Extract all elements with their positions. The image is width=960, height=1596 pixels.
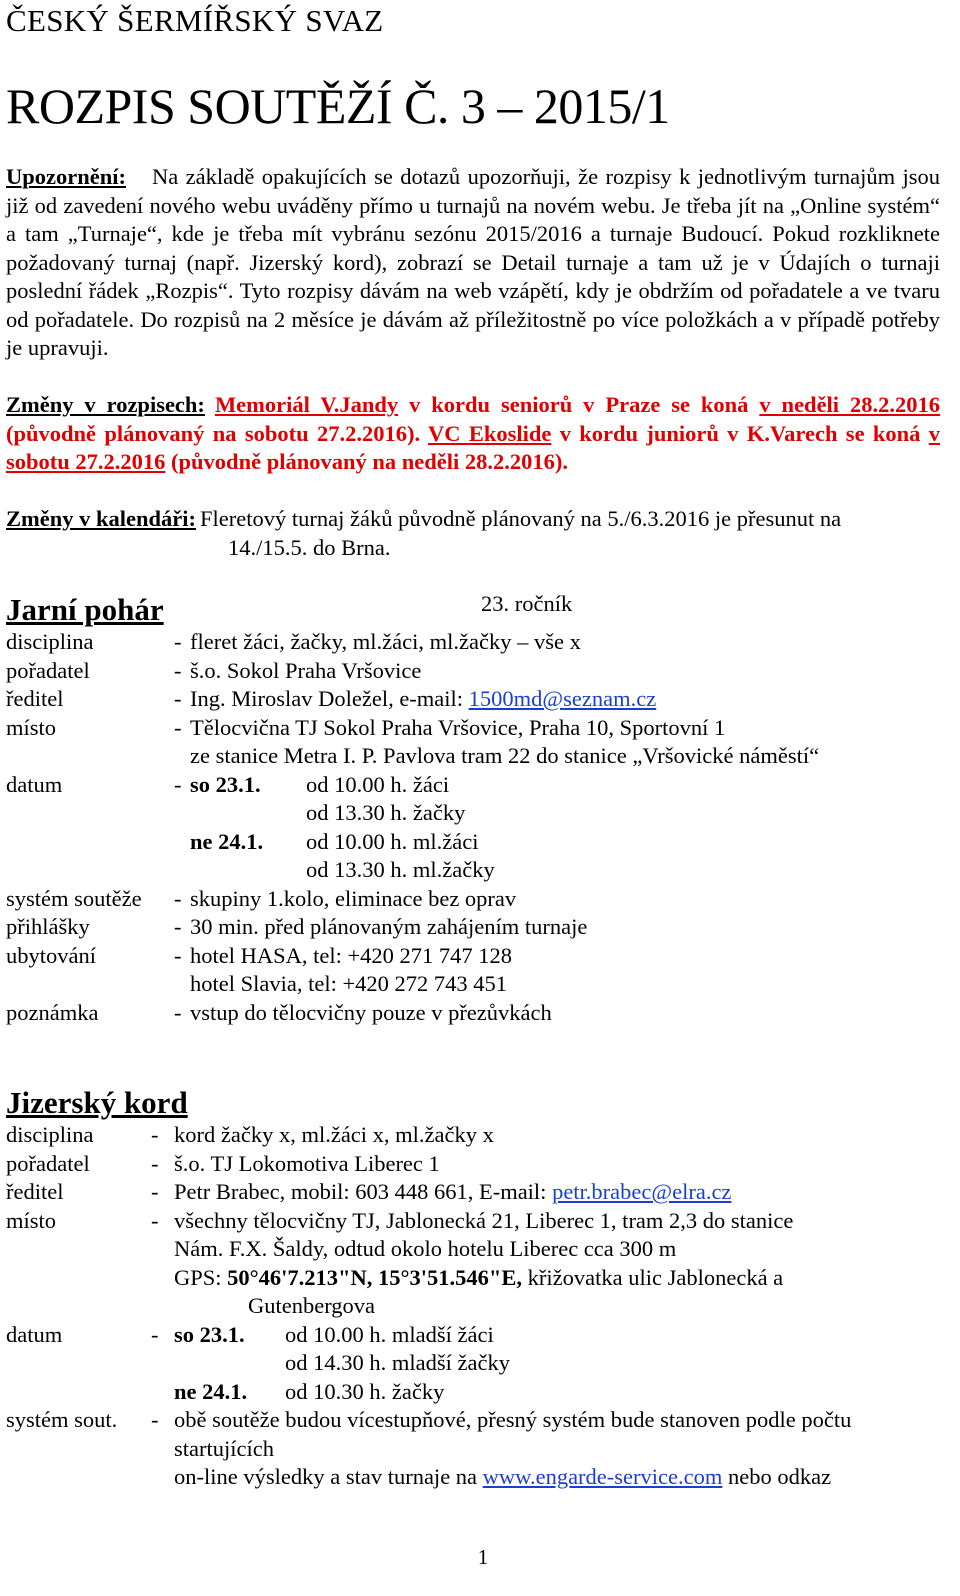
row-label: disciplina	[6, 1122, 94, 1147]
row-dash: -	[174, 914, 182, 939]
detail-row	[6, 913, 930, 942]
row-label: systém soutěže	[6, 885, 142, 911]
row-value: fleret žáci, žačky, ml.žáci, ml.žačky – vše x	[190, 629, 581, 654]
schedule-item: od 10.00 h. žáci	[306, 771, 450, 797]
notice-text: Na základě opakujících se dotazů upozorňuji, že rozpisy k jednotlivým turnajům jsou již od zavedení nového webu uváděny přímo u turnajů na novém webu. Je třeba jít na „Online systém“ a tam „Turnaje“, kde je třeba mít vybránu sezónu 2015/2016 a turnaje Budoucí. Pokud rozkliknete požadovaný turnaj (např. Jizerský kord), zobrazí se Detail turnaje a tam už je v Údajích o turnaji poslední řádek „Rozpis“. Tyto rozpisy dávám na web vzápětí, kdy je obdržím od pořadatele a ve tvaru od pořadatele. Do rozpisů na 2 měsíce je dávám až příležitostně po více položkách a v případě potřeby je upravuji.	[6, 164, 940, 360]
section-title-jarni-pohar: Jarní pohár	[6, 592, 164, 627]
calendar-line-2: 14./15.5. do Brna.	[228, 534, 391, 560]
row-label: místo	[6, 1207, 57, 1233]
edition-label: 23. ročník	[481, 591, 573, 616]
row-label: místo	[6, 714, 57, 740]
change-date-2: v sobotu 27.2.2016	[6, 420, 940, 474]
detail-row	[6, 1321, 940, 1407]
change-text-1: v kordu seniorů v Praze se koná	[398, 392, 760, 417]
email-link[interactable]: petr.brabec@elra.cz	[552, 1179, 732, 1204]
change-date-1: v neděli 28.2.2016	[759, 392, 940, 417]
gps-prefix: GPS:	[174, 1264, 228, 1290]
row-value	[174, 1406, 940, 1492]
venue-line-2: Nám. F.X. Šaldy, odtud okolo hotelu Liberec cca 300 m	[174, 1236, 677, 1261]
day-label: ne 24.1.	[190, 828, 264, 854]
venue-line-1: Tělocvična TJ Sokol Praha Vršovice, Praha 10, Sportovní 1	[190, 714, 726, 740]
detail-row	[6, 1207, 940, 1321]
detail-row	[6, 1121, 940, 1150]
organization-name: ČESKÝ ŠERMÍŘSKÝ SVAZ	[6, 3, 384, 38]
jarni-pohar-details	[6, 628, 930, 1027]
detail-row	[6, 628, 930, 657]
results-suffix: nebo odkaz	[722, 1464, 832, 1489]
row-value	[190, 714, 930, 771]
row-label: systém sout.	[6, 1407, 118, 1432]
detail-row	[6, 1406, 940, 1492]
calendar-changes	[6, 505, 940, 562]
hotel-line: hotel HASA, tel: +420 271 747 128	[190, 942, 513, 968]
row-label: datum	[6, 1321, 63, 1347]
calendar-label: Změny v kalendáři:	[6, 506, 197, 531]
detail-row	[6, 714, 930, 771]
row-dash: -	[174, 771, 182, 797]
schedule-item: od 13.30 h. žačky	[306, 800, 466, 825]
row-label: ubytování	[6, 942, 96, 968]
row-value	[190, 771, 930, 885]
row-dash: -	[151, 1122, 159, 1147]
calendar-line-1: Fleretový turnaj žáků původně plánovaný na 5./6.3.2016 je přesunut na	[200, 506, 842, 531]
detail-row	[6, 885, 930, 914]
schedule-item: od 10.00 h. ml.žáci	[306, 828, 479, 854]
row-value: š.o. TJ Lokomotiva Liberec 1	[174, 1150, 440, 1176]
row-label: poznámka	[6, 999, 99, 1025]
jizersky-kord-details	[6, 1121, 940, 1492]
row-dash: -	[151, 1150, 159, 1176]
row-label: ředitel	[6, 1179, 64, 1204]
director-text: Petr Brabec, mobil: 603 448 661, E-mail:	[174, 1179, 553, 1204]
row-value	[174, 1207, 940, 1321]
row-dash: -	[174, 714, 182, 740]
row-dash: -	[174, 999, 182, 1025]
results-link[interactable]: www.engarde-service.com	[482, 1464, 723, 1489]
row-dash: -	[174, 942, 182, 968]
section-title-jizersky-kord: Jizerský kord	[6, 1085, 188, 1120]
gps-suffix: křižovatka ulic Jablonecká a	[522, 1264, 784, 1290]
row-value: š.o. Sokol Praha Vršovice	[190, 657, 422, 683]
day-label: so 23.1.	[174, 1321, 245, 1347]
venue-line-2: ze stanice Metra I. P. Pavlova tram 22 do stanice „Vršovické náměstí“	[190, 743, 820, 768]
row-dash: -	[174, 885, 182, 911]
document-title: ROZPIS SOUTĚŽÍ Č. 3 – 2015/1	[6, 78, 670, 134]
detail-row	[6, 942, 930, 999]
row-value: kord žačky x, ml.žáci x, ml.žačky x	[174, 1122, 494, 1147]
row-label: pořadatel	[6, 657, 90, 683]
detail-row	[6, 999, 930, 1028]
row-label: pořadatel	[6, 1150, 90, 1176]
row-value	[190, 685, 930, 714]
row-label: přihlášky	[6, 914, 90, 939]
row-value	[174, 1178, 940, 1207]
row-value	[174, 1321, 940, 1407]
system-text: obě soutěže budou vícestupňové, přesný systém bude stanoven podle počtu startujících	[174, 1407, 852, 1461]
day-label: ne 24.1.	[174, 1378, 248, 1404]
page-number: 1	[477, 1545, 489, 1569]
row-value	[190, 942, 930, 999]
results-line	[174, 1463, 940, 1492]
change-text-3: v kordu juniorů v K.Varech se koná	[551, 420, 929, 446]
row-value: vstup do tělocvičny pouze v přezůvkách	[190, 999, 552, 1025]
schedule-item: od 14.30 h. mladší žačky	[285, 1350, 510, 1375]
email-link[interactable]: 1500md@seznam.cz	[468, 686, 657, 711]
results-text: on-line výsledky a stav turnaje na	[174, 1464, 483, 1489]
row-label: datum	[6, 771, 63, 797]
row-dash: -	[151, 1407, 159, 1432]
schedule-item: od 13.30 h. ml.žačky	[306, 857, 495, 882]
row-dash: -	[151, 1207, 159, 1233]
notice-paragraph	[6, 163, 940, 363]
gps-continuation: Gutenbergova	[248, 1293, 376, 1318]
detail-row	[6, 1150, 940, 1179]
change-link-memorial[interactable]: Memoriál V.Jandy	[214, 392, 399, 417]
changes-paragraph	[6, 391, 940, 477]
change-text-4: (původně plánovaný na neděli 28.2.2016).	[165, 449, 568, 474]
hotel-line: hotel Slavia, tel: +420 272 743 451	[190, 971, 508, 996]
detail-row	[6, 771, 930, 885]
director-text: Ing. Miroslav Doležel, e-mail:	[190, 686, 469, 711]
row-value: 30 min. před plánovaným zahájením turnaje	[190, 914, 588, 939]
row-dash: -	[151, 1321, 159, 1347]
row-dash: -	[174, 686, 182, 711]
detail-row	[6, 657, 930, 686]
changes-label: Změny v rozpisech:	[6, 392, 205, 417]
change-text-2: (původně plánovaný na sobotu 27.2.2016).	[6, 420, 428, 446]
day-label: so 23.1.	[190, 771, 261, 797]
gps-line	[174, 1264, 940, 1293]
row-dash: -	[174, 629, 182, 654]
change-link-ekoslide[interactable]: VC Ekoslide	[428, 420, 552, 446]
row-value: skupiny 1.kolo, eliminace bez oprav	[190, 885, 517, 911]
row-label: ředitel	[6, 686, 64, 711]
venue-line-1: všechny tělocvičny TJ, Jablonecká 21, Liberec 1, tram 2,3 do stanice	[174, 1207, 794, 1233]
detail-row	[6, 1178, 940, 1207]
row-dash: -	[174, 657, 182, 683]
row-dash: -	[151, 1179, 159, 1204]
detail-row	[6, 685, 930, 714]
gps-coordinates: 50°46'7.213"N, 15°3'51.546"E,	[227, 1264, 523, 1290]
notice-label: Upozornění:	[6, 164, 126, 189]
row-label: disciplina	[6, 629, 94, 654]
schedule-item: od 10.30 h. žačky	[285, 1378, 445, 1404]
schedule-item: od 10.00 h. mladší žáci	[285, 1321, 494, 1347]
